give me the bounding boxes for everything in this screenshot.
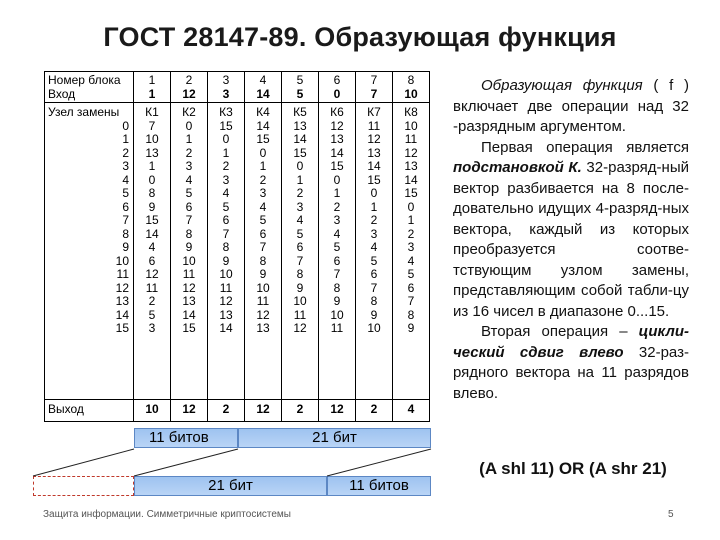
input-col bbox=[208, 72, 245, 103]
sbox-value: 1 bbox=[370, 199, 378, 214]
input-value: 0 bbox=[333, 86, 341, 101]
sbox-value: 2 bbox=[259, 172, 267, 187]
sbox-value: 2 bbox=[333, 199, 341, 214]
sbox-value: 3 bbox=[259, 186, 267, 200]
sbox-value: 0 bbox=[259, 145, 267, 160]
input-col bbox=[245, 72, 282, 103]
input-col bbox=[282, 72, 319, 103]
sbox-value: 9 bbox=[259, 267, 267, 281]
sbox-value: 12 bbox=[404, 145, 418, 160]
output-row bbox=[45, 400, 430, 422]
row-index: 15 bbox=[115, 321, 129, 335]
input-value: 3 bbox=[222, 86, 230, 101]
row-index: 2 bbox=[122, 145, 129, 160]
row-index: 6 bbox=[122, 199, 129, 214]
sbox-value: 12 bbox=[293, 321, 307, 335]
sbox-value: 3 bbox=[407, 240, 415, 254]
sbox-value: 11 bbox=[330, 321, 344, 335]
sbox-value: 15 bbox=[219, 118, 233, 133]
sbox-value: 0 bbox=[333, 172, 341, 187]
sbox-value: 12 bbox=[182, 280, 196, 295]
sbox-value: 10 bbox=[256, 280, 270, 295]
output-value: 10 bbox=[134, 400, 171, 422]
sbox-value: 5 bbox=[296, 226, 304, 241]
block-number: 6 bbox=[333, 73, 341, 87]
sbox-value: 4 bbox=[333, 226, 341, 241]
sbox-value: 4 bbox=[259, 199, 267, 214]
shift-dashed-box-left bbox=[33, 476, 134, 496]
block-number: 8 bbox=[407, 73, 415, 87]
sbox-value: 9 bbox=[296, 280, 304, 295]
sbox-value: 2 bbox=[148, 294, 156, 308]
sbox-value: 8 bbox=[407, 307, 415, 322]
sbox-value: 5 bbox=[185, 186, 193, 200]
shift-line-left bbox=[33, 449, 134, 476]
term-substitution: подстановкой К. bbox=[453, 159, 582, 176]
sbox-value: 6 bbox=[370, 267, 378, 281]
row-index: 5 bbox=[122, 186, 129, 200]
sbox-value: 14 bbox=[404, 172, 418, 187]
block-number: 2 bbox=[185, 73, 193, 87]
formula: (A shl 11) OR (A shr 21) bbox=[479, 459, 667, 478]
sbox-value: 12 bbox=[256, 307, 270, 322]
sbox-value: 8 bbox=[222, 240, 230, 254]
sbox-value: 15 bbox=[145, 213, 159, 227]
sbox-value: 11 bbox=[219, 280, 233, 295]
sbox-value: 9 bbox=[222, 253, 230, 268]
row-index: 3 bbox=[122, 159, 129, 173]
output-value: 12 bbox=[171, 400, 208, 422]
sbox-value: 0 bbox=[370, 186, 378, 200]
sbox-value: 9 bbox=[370, 307, 378, 322]
sbox-value: 7 bbox=[185, 213, 193, 227]
sbox-value: 15 bbox=[256, 132, 270, 146]
shift-line-right bbox=[134, 449, 238, 476]
sbox-value: 7 bbox=[333, 267, 341, 281]
sbox-value: 3 bbox=[222, 172, 230, 187]
input-col bbox=[171, 72, 208, 103]
sbox-header: К8 bbox=[404, 105, 418, 119]
sbox-value: 15 bbox=[367, 172, 381, 187]
sbox-header: К6 bbox=[330, 105, 344, 119]
sbox-value: 12 bbox=[330, 118, 344, 133]
sbox-value: 10 bbox=[145, 132, 159, 146]
input-value: 12 bbox=[182, 86, 196, 101]
sbox-value: 9 bbox=[148, 199, 156, 214]
row-index: 1 bbox=[122, 132, 129, 146]
row-index: 4 bbox=[122, 172, 129, 187]
sbox-value: 13 bbox=[145, 145, 159, 160]
sbox-value: 4 bbox=[222, 186, 230, 200]
sbox-value: 3 bbox=[370, 226, 378, 241]
p2-start: Первая операция является bbox=[481, 138, 689, 156]
sbox-value: 10 bbox=[404, 118, 418, 133]
sbox-value: 6 bbox=[259, 226, 267, 241]
output-value: 12 bbox=[319, 400, 356, 422]
output-value: 2 bbox=[282, 400, 319, 422]
sbox-value: 13 bbox=[404, 159, 418, 173]
input-label: Вход bbox=[48, 86, 76, 101]
sbox-value: 12 bbox=[219, 294, 233, 308]
sbox-column bbox=[393, 103, 430, 400]
sbox-value: 3 bbox=[185, 159, 193, 173]
sbox-value: 1 bbox=[222, 145, 230, 160]
sbox-value: 14 bbox=[145, 226, 159, 241]
input-col bbox=[134, 72, 171, 103]
sbox-value: 0 bbox=[148, 172, 156, 187]
sbox-value: 10 bbox=[330, 307, 344, 322]
sbox-value: 8 bbox=[259, 253, 267, 268]
sbox-value: 8 bbox=[370, 294, 378, 308]
input-value: 5 bbox=[296, 86, 304, 101]
sbox-value: 7 bbox=[407, 294, 415, 308]
input-row bbox=[45, 72, 430, 103]
sbox-value: 1 bbox=[148, 159, 156, 173]
sbox-value: 0 bbox=[407, 199, 415, 214]
sbox-value: 10 bbox=[182, 253, 196, 268]
row-index: 12 bbox=[115, 280, 129, 295]
sbox-column bbox=[356, 103, 393, 400]
sbox-value: 14 bbox=[367, 159, 381, 173]
sbox-value: 11 bbox=[182, 267, 196, 281]
description-paragraph-2 bbox=[453, 138, 689, 323]
sbox-value: 13 bbox=[182, 294, 196, 308]
sbox-value: 11 bbox=[404, 132, 418, 146]
shift-line-mid bbox=[327, 449, 431, 476]
sbox-value: 3 bbox=[148, 321, 156, 335]
sbox-value: 3 bbox=[333, 213, 341, 227]
sbox-value: 7 bbox=[370, 280, 378, 295]
sbox-header: К7 bbox=[367, 105, 381, 119]
footer-text: Защита информации. Симметричные криптосистемы bbox=[43, 509, 291, 520]
sbox-value: 14 bbox=[330, 145, 344, 160]
sbox-value: 4 bbox=[148, 240, 156, 254]
p2-text: 32-разряд-ный вектор разбивается на 8 после-довательно идущих 4-разряд-ных вектора, каждый из которых преобразуется соотве-тствующим узлом замены, представляющим собой табли-цу из 16 чисел в диапазоне 0...15. bbox=[453, 159, 689, 320]
input-row-label bbox=[45, 72, 134, 103]
sbox-value: 8 bbox=[296, 267, 304, 281]
sbox-value: 13 bbox=[330, 132, 344, 146]
sbox-value: 11 bbox=[367, 118, 381, 133]
sbox-value: 6 bbox=[185, 199, 193, 214]
sbox-value: 2 bbox=[407, 226, 415, 241]
term-generating-function: Образующая функция bbox=[481, 77, 643, 94]
sbox-value: 2 bbox=[370, 213, 378, 227]
sbox-value: 5 bbox=[370, 253, 378, 268]
sbox-value: 4 bbox=[370, 240, 378, 254]
sbox-value: 5 bbox=[407, 267, 415, 281]
sbox-value: 1 bbox=[407, 213, 415, 227]
sbox-value: 4 bbox=[185, 172, 193, 187]
input-col bbox=[319, 72, 356, 103]
row-index: 7 bbox=[122, 213, 129, 227]
block-number: 1 bbox=[148, 73, 156, 87]
output-row-label: Выход bbox=[45, 400, 134, 422]
sbox-value: 13 bbox=[293, 118, 307, 133]
row-index: 9 bbox=[122, 240, 129, 254]
block-number: 5 bbox=[296, 73, 304, 87]
p3-text: 32-раз-рядного вектора на 11 разрядов влево. bbox=[453, 343, 689, 402]
sbox-value: 13 bbox=[219, 307, 233, 322]
sbox-value: 1 bbox=[259, 159, 267, 173]
sbox-value: 6 bbox=[407, 280, 415, 295]
sbox-row bbox=[45, 103, 430, 400]
sbox-value: 2 bbox=[222, 159, 230, 173]
sbox-value: 2 bbox=[296, 186, 304, 200]
sbox-value: 15 bbox=[404, 186, 418, 200]
input-col bbox=[356, 72, 393, 103]
shift-bar-bottom-left: 21 бит bbox=[134, 476, 327, 496]
substitution-table bbox=[44, 71, 430, 422]
sbox-column bbox=[319, 103, 356, 400]
row-index: 0 bbox=[122, 118, 129, 133]
sbox-value: 5 bbox=[222, 199, 230, 214]
sbox-value: 9 bbox=[407, 321, 415, 335]
shift-bar-top-right: 21 бит bbox=[238, 428, 431, 448]
sbox-value: 2 bbox=[185, 145, 193, 160]
shift-bar-top-left: 11 битов bbox=[134, 428, 238, 448]
sbox-value: 0 bbox=[296, 159, 304, 173]
sbox-value: 8 bbox=[333, 280, 341, 295]
sbox-value: 14 bbox=[182, 307, 196, 322]
sbox-value: 0 bbox=[222, 132, 230, 146]
sbox-value: 7 bbox=[296, 253, 304, 268]
function-symbol: ( f ) bbox=[642, 77, 689, 94]
sbox-value: 6 bbox=[296, 240, 304, 254]
p1-text: включает две операции над 32 -разрядным аргументом. bbox=[453, 97, 689, 135]
sbox-value: 5 bbox=[259, 213, 267, 227]
sbox-value: 8 bbox=[148, 186, 156, 200]
sbox-value: 7 bbox=[222, 226, 230, 241]
sbox-value: 14 bbox=[256, 118, 270, 133]
output-value: 12 bbox=[245, 400, 282, 422]
sbox-value: 8 bbox=[185, 226, 193, 241]
output-value: 4 bbox=[393, 400, 430, 422]
description-paragraph-3 bbox=[453, 322, 689, 404]
sbox-header: К5 bbox=[293, 105, 307, 119]
sbox-value: 15 bbox=[293, 145, 307, 160]
sbox-value: 10 bbox=[367, 321, 381, 335]
sbox-value: 11 bbox=[293, 307, 307, 322]
page-number: 5 bbox=[668, 509, 674, 520]
sbox-header: К2 bbox=[182, 105, 196, 119]
description-paragraph-1 bbox=[453, 76, 689, 138]
sbox-value: 7 bbox=[259, 240, 267, 254]
sbox-column bbox=[282, 103, 319, 400]
output-value: 2 bbox=[356, 400, 393, 422]
input-value: 1 bbox=[148, 86, 156, 101]
description-text bbox=[453, 76, 689, 404]
row-index: 13 bbox=[115, 294, 129, 308]
sbox-column bbox=[245, 103, 282, 400]
sbox-header: К3 bbox=[219, 105, 233, 119]
input-value: 10 bbox=[404, 86, 418, 101]
sbox-value: 0 bbox=[185, 118, 193, 133]
block-number: 3 bbox=[222, 73, 230, 87]
row-index: 11 bbox=[116, 267, 129, 281]
output-value: 2 bbox=[208, 400, 245, 422]
term-cyclic-shift: цикли-ческий сдвиг влево bbox=[453, 323, 689, 361]
shift-bar-bottom-right: 11 битов bbox=[327, 476, 431, 496]
block-number: 7 bbox=[370, 73, 378, 87]
input-value: 7 bbox=[370, 86, 378, 101]
sbox-value: 14 bbox=[293, 132, 307, 146]
sbox-value: 9 bbox=[185, 240, 193, 254]
sbox-value: 11 bbox=[256, 294, 270, 308]
row-index: 14 bbox=[115, 307, 129, 322]
row-index: 8 bbox=[122, 226, 129, 241]
sbox-label: Узел замены bbox=[48, 105, 120, 119]
input-value: 14 bbox=[256, 86, 270, 101]
sbox-row-label bbox=[45, 103, 134, 400]
input-col bbox=[393, 72, 430, 103]
sbox-value: 6 bbox=[333, 253, 341, 268]
p3-start: Вторая операция – bbox=[481, 323, 639, 340]
sbox-value: 3 bbox=[296, 199, 304, 214]
sbox-value: 7 bbox=[148, 118, 156, 133]
sbox-value: 12 bbox=[145, 267, 159, 281]
sbox-value: 14 bbox=[219, 321, 233, 335]
sbox-value: 5 bbox=[333, 240, 341, 254]
sbox-value: 12 bbox=[367, 132, 381, 146]
sbox-value: 5 bbox=[148, 307, 156, 322]
sbox-header: К4 bbox=[256, 105, 270, 119]
sbox-value: 6 bbox=[148, 253, 156, 268]
sbox-header: К1 bbox=[145, 105, 159, 119]
sbox-value: 15 bbox=[330, 159, 344, 173]
sbox-value: 1 bbox=[333, 186, 341, 200]
sbox-value: 10 bbox=[219, 267, 233, 281]
sbox-value: 1 bbox=[296, 172, 304, 187]
sbox-column bbox=[208, 103, 245, 400]
block-number-label: Номер блока bbox=[48, 73, 121, 87]
row-index: 10 bbox=[115, 253, 129, 268]
sbox-value: 4 bbox=[407, 253, 415, 268]
sbox-value: 15 bbox=[182, 321, 196, 335]
sbox-column bbox=[134, 103, 171, 400]
sbox-value: 1 bbox=[185, 132, 193, 146]
sbox-value: 13 bbox=[367, 145, 381, 160]
sbox-value: 4 bbox=[296, 213, 304, 227]
page-title: ГОСТ 28147-89. Образующая функция bbox=[103, 22, 617, 52]
sbox-value: 10 bbox=[293, 294, 307, 308]
sbox-value: 9 bbox=[333, 294, 341, 308]
sbox-value: 11 bbox=[145, 280, 159, 295]
block-number: 4 bbox=[259, 73, 267, 87]
sbox-value: 6 bbox=[222, 213, 230, 227]
sbox-value: 13 bbox=[256, 321, 270, 335]
sbox-column bbox=[171, 103, 208, 400]
